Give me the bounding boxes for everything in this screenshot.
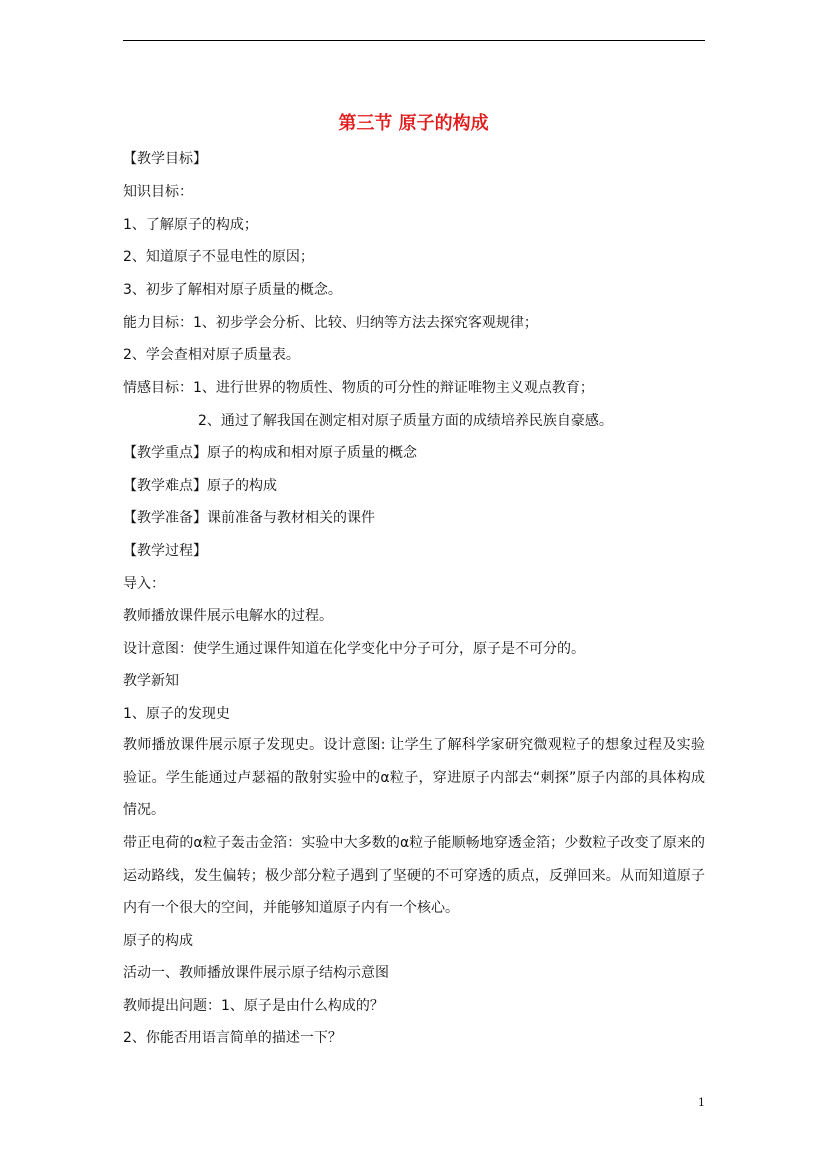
page-number: 1 <box>698 1096 705 1109</box>
section-heading-key-points: 【教学重点】原子的构成和相对原子质量的概念 <box>123 445 417 461</box>
text-line: 1、原子的发现史 <box>123 706 230 722</box>
paragraph-discovery: 教师播放课件展示原子发现史。设计意图: 让学生了解科学家研究微观粒子的想象过程及实验验证。学生能通过卢瑟福的散射实验中的α粒子，穿进原子内部去“刺探”原子内部的具体构成情况。 <box>123 737 705 819</box>
text-line: 1、了解原子的构成； <box>123 217 258 233</box>
header-rule <box>123 40 705 41</box>
section-heading-goals: 【教学目标】 <box>123 151 207 167</box>
text-line: 2、学会查相对原子质量表。 <box>123 347 300 363</box>
text-line: 设计意图：使学生通过课件知道在化学变化中分子可分，原子是不可分的。 <box>123 641 585 657</box>
text-line: 活动一、教师播放课件展示原子结构示意图 <box>123 965 389 981</box>
text-line: 导入： <box>123 576 165 592</box>
text-line: 教师提出问题：1、原子是由什么构成的？ <box>123 998 384 1014</box>
text-line: 原子的构成 <box>123 933 193 949</box>
section-heading-process: 【教学过程】 <box>123 543 207 559</box>
text-line: 能力目标：1、初步学会分析、比较、归纳等方法去探究客观规律； <box>123 315 538 331</box>
text-line: 2、知道原子不显电性的原因； <box>123 249 314 265</box>
text-line: 教师播放课件展示电解水的过程。 <box>123 608 333 624</box>
text-line: 知识目标： <box>123 184 193 200</box>
text-line: 2、你能否用语言简单的描述一下？ <box>123 1030 342 1046</box>
paragraph-alpha-experiment: 带正电荷的α粒子轰击金箔：实验中大多数的α粒子能顺畅地穿透金箔；少数粒子改变了原来的运动路线，发生偏转；极少部分粒子遇到了坚硬的不可穿透的质点，反弹回来。从而知道原子内有一个很大的空间，并能够知道原子内有一个核心。 <box>123 835 705 917</box>
text-line-indented: 2、通过了解我国在测定相对原子质量方面的成绩培养民族自豪感。 <box>198 413 613 429</box>
text-line: 教学新知 <box>123 673 179 689</box>
page-title: 第三节 原子的构成 <box>338 113 489 134</box>
section-heading-difficulty: 【教学难点】原子的构成 <box>123 478 277 494</box>
text-line: 3、初步了解相对原子质量的概念。 <box>123 282 342 298</box>
section-heading-preparation: 【教学准备】课前准备与教材相关的课件 <box>123 510 375 526</box>
text-line: 情感目标：1、进行世界的物质性、物质的可分性的辩证唯物主义观点教育； <box>123 380 594 396</box>
